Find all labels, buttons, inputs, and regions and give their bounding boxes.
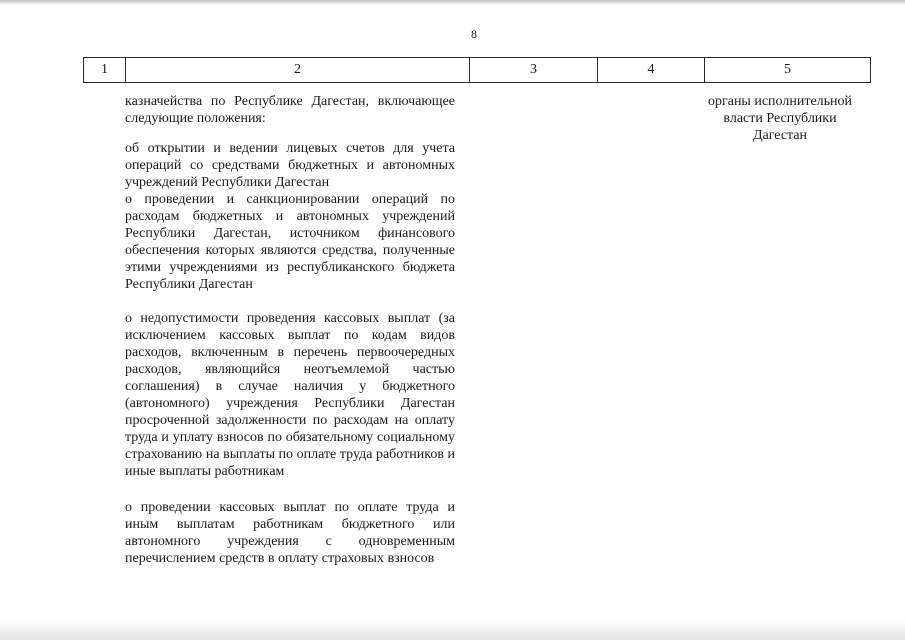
column-header-table xyxy=(83,57,871,83)
column-2-content xyxy=(125,93,455,567)
column-2-intro: казначейства по Республике Дагестан, включающее следующие положения: xyxy=(125,94,455,126)
column-2-item-salary-payments: о проведении кассовых выплат по оплате труда и иным выплатам работникам бюджетного или автономного учреждения с одновременным перечислением средств в оплату страховых взносов xyxy=(125,500,455,566)
column-2-item-operations: о проведении и санкционировании операций по расходам бюджетных и автономных учреждений Республики Дагестан, источником финансового обеспечения которых являются средства, полученные этими учреждениями из республиканского бюджета Республики Дагестан xyxy=(125,192,455,292)
column-header-row xyxy=(84,58,871,83)
column-2-item-payments-restriction: о недопустимости проведения кассовых выплат (за исключением кассовых выплат по кодам видов расходов, включенным в перечень первоочередных расходов, являющийся неотъемлемой частью соглашения) в случае наличия у бюджетного (автономного) учреждения Республики Дагестан просроченной задолженности по расходам на оплату труда и уплату взносов по обязательному социальному страхованию на выплаты по оплате труда работников и иные выплаты работникам xyxy=(125,311,455,479)
column-header-4: 4 xyxy=(598,58,705,83)
column-2-item-accounts: об открытии и ведении лицевых счетов для учета операций со средствами бюджетных и автономных учреждений Республики Дагестан xyxy=(125,141,455,190)
column-header-1: 1 xyxy=(84,58,126,83)
column-5-responsible: органы исполнительной власти Республики Дагестан xyxy=(707,94,853,143)
column-header-5: 5 xyxy=(705,58,871,83)
scan-edge-bottom xyxy=(0,622,905,640)
page-number: 8 xyxy=(471,27,477,41)
column-header-2: 2 xyxy=(126,58,470,83)
column-header-3: 3 xyxy=(470,58,598,83)
scan-edge-top xyxy=(0,0,905,5)
